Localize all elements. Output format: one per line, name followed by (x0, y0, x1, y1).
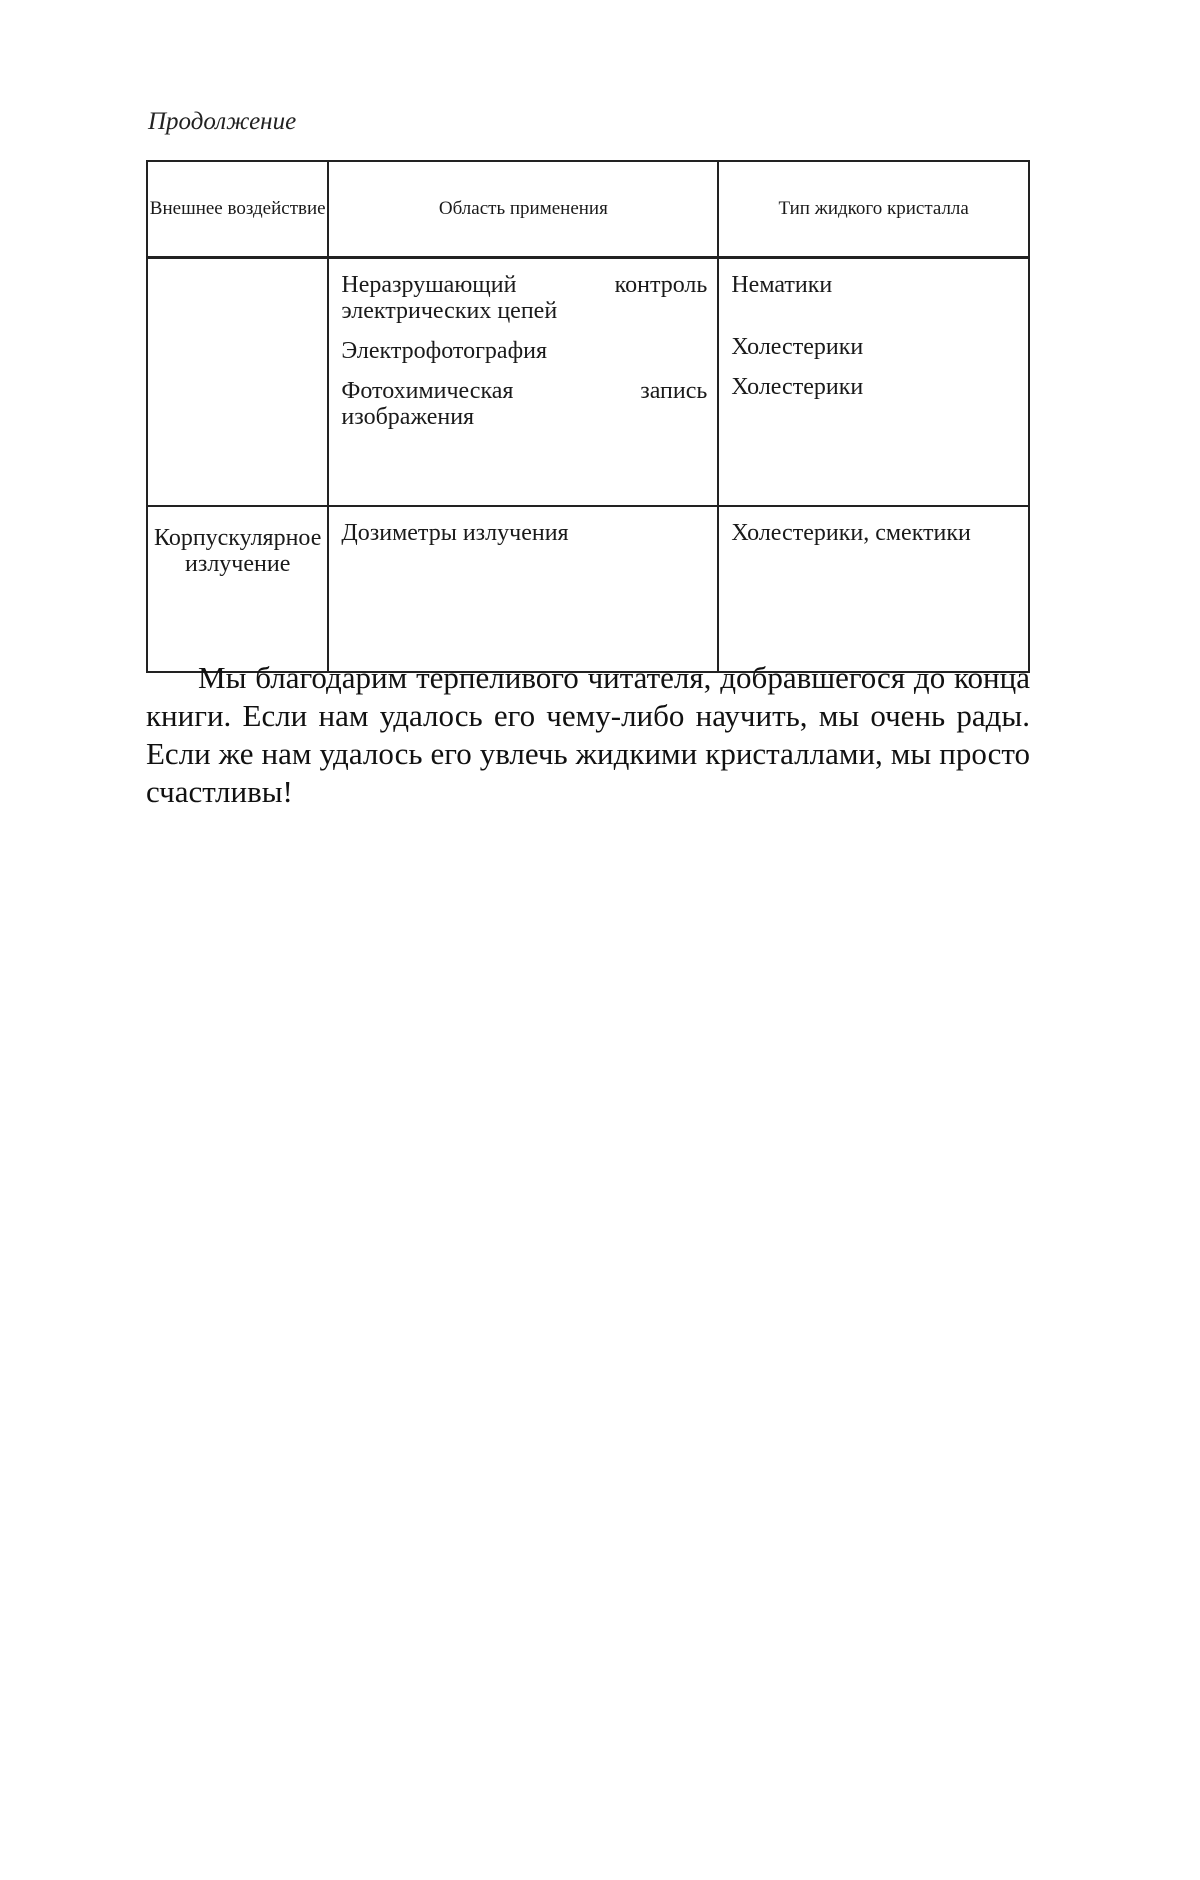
application-entry: Фотохимическая запись изображения (341, 377, 708, 430)
crystal-type-entry: Холестерики (731, 333, 864, 360)
crystal-type-entry: Холестерики, смектики (731, 520, 971, 546)
header-external-effect: Внешнее воздействие (147, 161, 328, 258)
table-row (147, 258, 1029, 507)
crystal-type-entry: Нематики (731, 272, 833, 298)
application-area-cell (328, 506, 718, 672)
crystal-type-cell (718, 258, 1029, 507)
table-header-row (147, 161, 1029, 258)
application-entry: Неразрушающий контроль электрических цепей (341, 272, 708, 324)
application-entry: Электрофотография (341, 337, 548, 364)
crystal-type-entry: Холестерики (731, 373, 864, 400)
continuation-label: Продолжение (148, 108, 297, 135)
application-entry: Дозиметры излучения (341, 520, 569, 546)
crystal-type-cell (718, 506, 1029, 672)
table-row (147, 506, 1029, 672)
effect-cell: Корпускулярное излучение (147, 506, 328, 672)
application-area-cell (328, 258, 718, 507)
liquid-crystal-applications-table (146, 160, 1030, 673)
header-crystal-type: Тип жидкого кристалла (718, 161, 1029, 258)
header-application-area: Область применения (328, 161, 718, 258)
effect-cell (147, 258, 328, 507)
closing-paragraph: Мы благодарим терпеливого читателя, добравшегося до конца книги. Если нам удалось его чему-либо научить, мы очень рады. Если же нам удалось его увлечь жидкими кристаллами, мы просто счастливы! (146, 660, 1030, 810)
